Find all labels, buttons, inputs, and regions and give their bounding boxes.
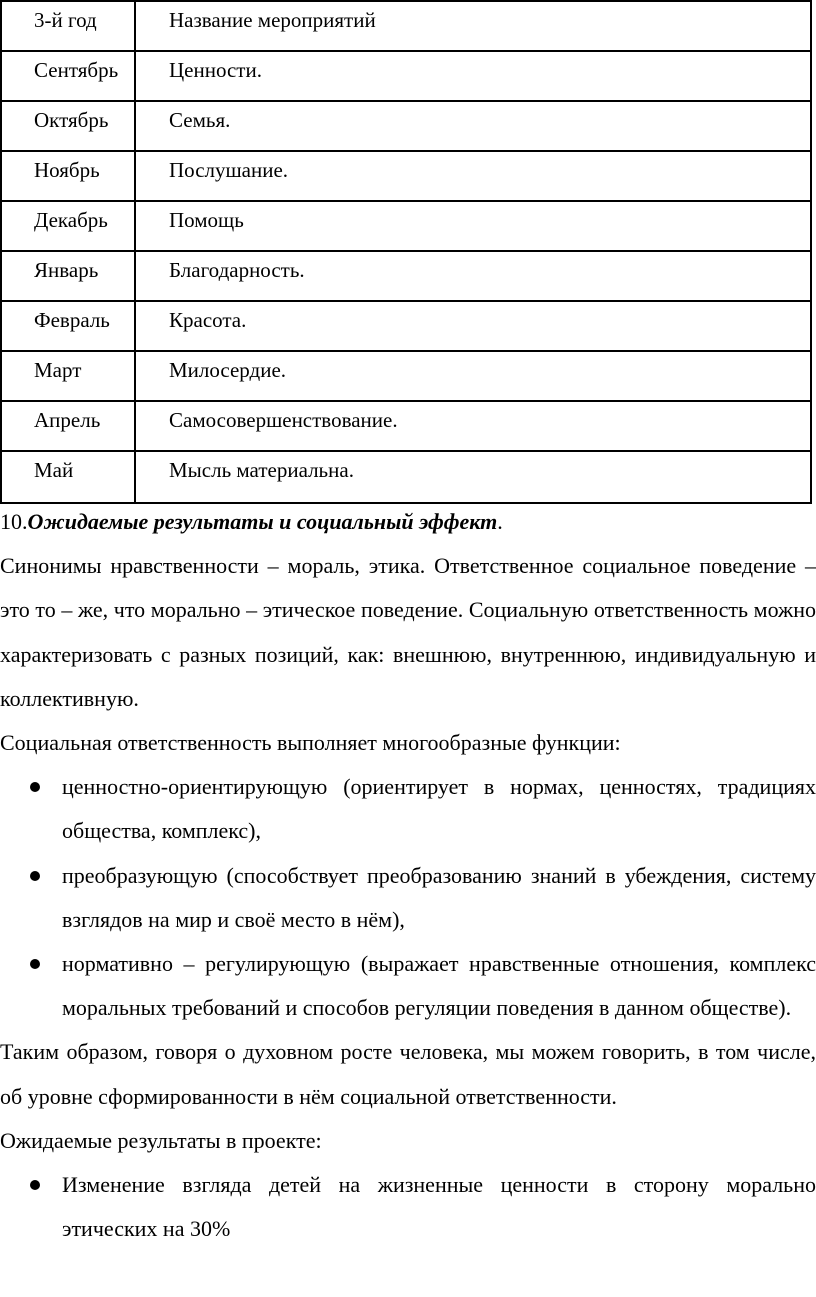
month-cell: Май (1, 451, 135, 503)
table-row (1, 51, 811, 101)
paragraph-conclusion: Таким образом, говоря о духовном росте человека, мы можем говорить, в том числе, об уровне сформированности в нём социальной ответственности. (0, 1039, 816, 1109)
table-row (1, 351, 811, 401)
table-row (1, 301, 811, 351)
month-cell: Апрель (1, 401, 135, 451)
functions-list (0, 765, 816, 1030)
month-cell: Декабрь (1, 201, 135, 251)
month-cell: Февраль (1, 301, 135, 351)
bullet-icon (30, 959, 40, 969)
event-cell: Семья. (135, 101, 811, 151)
header-year: 3-й год (1, 1, 135, 51)
event-cell: Помощь (135, 201, 811, 251)
paragraph-functions-intro: Социальная ответственность выполняет многообразные функции: (0, 730, 621, 756)
document-body (0, 500, 816, 1251)
month-cell: Март (1, 351, 135, 401)
month-cell: Ноябрь (1, 151, 135, 201)
list-item (0, 765, 816, 853)
event-cell: Красота. (135, 301, 811, 351)
event-cell: Самосовершенствование. (135, 401, 811, 451)
paragraph-results-intro: Ожидаемые результаты в проекте: (0, 1127, 322, 1153)
list-item-text: Изменение взгляда детей на жизненные ценности в сторону морально этических на 30% (62, 1172, 816, 1242)
month-cell: Сентябрь (1, 51, 135, 101)
events-table (0, 0, 812, 504)
table-header-row (1, 1, 811, 51)
table-row (1, 201, 811, 251)
event-cell: Послушание. (135, 151, 811, 201)
paragraph-synonyms: Синонимы нравственности – мораль, этика. Ответственное социальное поведение – это то – же, что морально – этическое поведение. Социальную ответственность можно характеризовать с разных позиций, как: внешнюю, внутреннюю, индивидуальную и коллективную. (0, 553, 816, 711)
table-row (1, 101, 811, 151)
event-cell: Мысль материальна. (135, 451, 811, 503)
section-heading (0, 500, 816, 544)
event-cell: Благодарность. (135, 251, 811, 301)
results-list (0, 1163, 816, 1251)
list-item (0, 942, 816, 1030)
month-cell: Январь (1, 251, 135, 301)
section-title: Ожидаемые результаты и социальный эффект (27, 509, 498, 534)
table-row (1, 451, 811, 503)
bullet-icon (30, 871, 40, 881)
bullet-icon (30, 782, 40, 792)
event-cell: Ценности. (135, 51, 811, 101)
table-row (1, 251, 811, 301)
bullet-icon (30, 1180, 40, 1190)
list-item-text: нормативно – регулирующую (выражает нравственные отношения, комплекс моральных требований и способов регуляции поведения в данном обществе). (62, 951, 816, 1021)
section-number: 10. (0, 509, 28, 534)
month-cell: Октябрь (1, 101, 135, 151)
header-events: Название мероприятий (135, 1, 811, 51)
section-title-end: . (497, 509, 503, 534)
table-row (1, 401, 811, 451)
list-item-text: ценностно-ориентирующую (ориентирует в нормах, ценностях, традициях общества, комплекс), (62, 774, 816, 844)
list-item-text: преобразующую (способствует преобразованию знаний в убеждения, систему взглядов на мир и своё место в нём), (62, 862, 816, 932)
list-item (0, 1163, 816, 1251)
list-item (0, 854, 816, 942)
event-cell: Милосердие. (135, 351, 811, 401)
table-row (1, 151, 811, 201)
